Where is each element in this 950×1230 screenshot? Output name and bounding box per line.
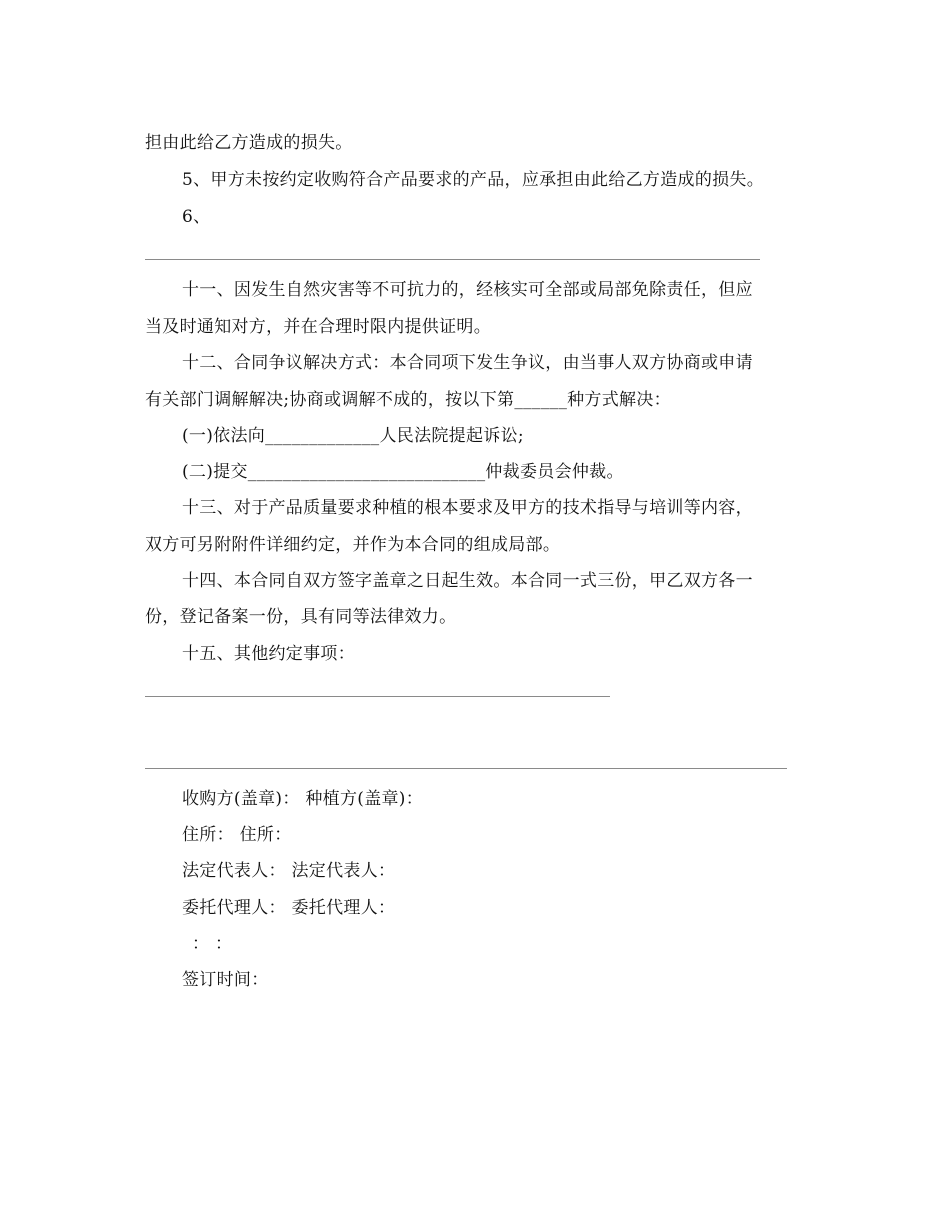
signature-line: 住所： 住所： <box>182 825 292 845</box>
signature-line: 收购方(盖章)： 种植方(盖章)： <box>182 789 424 809</box>
signature-line: 法定代表人： 法定代表人： <box>182 861 396 881</box>
signature-line: ： ： <box>192 934 233 954</box>
text-line: 5、甲方未按约定收购符合产品要求的产品，应承担由此给乙方造成的损失。 <box>182 170 765 190</box>
signature-line: 签订时间： <box>182 970 269 990</box>
text-line: 十二、合同争议解决方式：本合同项下发生争议，由当事人双方协商或申请 <box>182 353 753 373</box>
text-line: (一)依法向_____________人民法院提起诉讼; <box>182 426 524 446</box>
text-line: 十五、其他约定事项： <box>182 644 355 664</box>
text-line: 十四、本合同自双方签字盖章之日起生效。本合同一式三份，甲乙双方各一 <box>182 571 753 591</box>
text-line: 十三、对于产品质量要求种植的根本要求及甲方的技术指导与培训等内容， <box>182 498 753 518</box>
text-line: (二)提交___________________________仲裁委员会仲裁。 <box>182 462 624 482</box>
text-line: 当及时通知对方，并在合理时限内提供证明。 <box>145 317 491 337</box>
text-line: 6、 <box>182 207 211 227</box>
text-line: 份，登记备案一份，具有同等法律效力。 <box>145 607 457 627</box>
horizontal-rule <box>145 696 610 697</box>
horizontal-rule <box>145 259 760 260</box>
text-line: 双方可另附附件详细约定，并作为本合同的组成局部。 <box>145 535 561 555</box>
horizontal-rule <box>145 768 787 769</box>
text-line: 担由此给乙方造成的损失。 <box>145 133 353 153</box>
text-line: 有关部门调解解决;协商或调解不成的，按以下第______种方式解决： <box>145 390 671 410</box>
signature-line: 委托代理人： 委托代理人： <box>182 898 396 918</box>
text-line: 十一、因发生自然灾害等不可抗力的，经核实可全部或局部免除责任，但应 <box>182 280 753 300</box>
